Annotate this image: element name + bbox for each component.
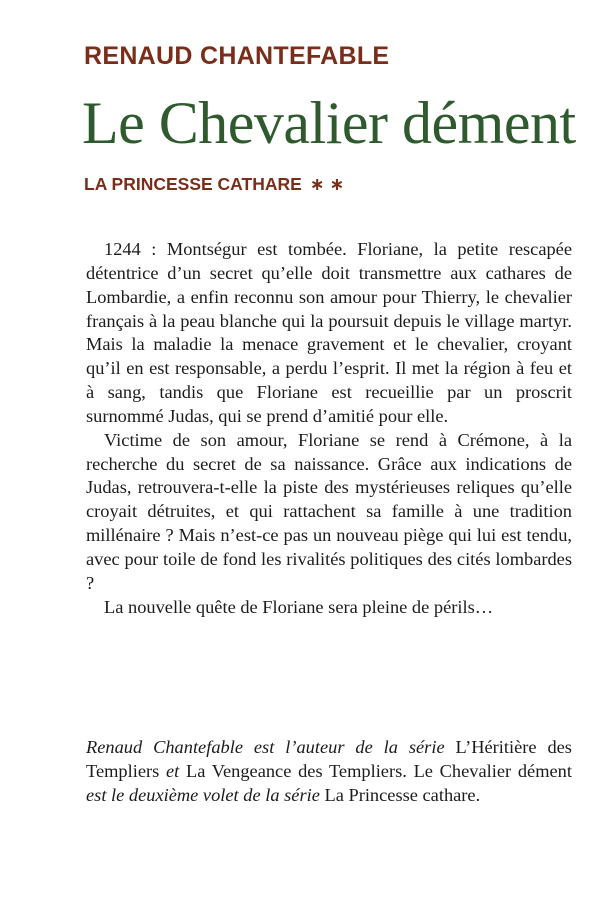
author-note-text: est le deuxième volet de la série xyxy=(86,784,325,805)
blurb-paragraph: 1244 : Montségur est tombée. Floriane, la petite rescapée détentrice d’un secret qu’elle doit transmettre aux cathares de Lombardie, a enfin reconnu son amour pour Thierry, le chevalier français à la peau blanche qui la poursuit depuis le village martyr. Mais la maladie la menace gravement et le chevalier, croyant qu’il en est responsable, a perdu l’esprit. Il met la région à feu et à sang, tandis que Floriane est recueillie par un proscrit surnommé Judas, qui se prend d’amitié pour elle. xyxy=(86,239,572,426)
blurb-paragraph: Victime de son amour, Floriane se rend à Crémone, à la recherche du secret de sa naissance. Grâce aux indications de Judas, retrouvera-t-elle la piste des mystérieuses reliques qu’elle croyait détruites, et qui rattachent sa famille à une tradition millénaire ? Mais n’est-ce pas un nouveau piège qui lui est tendu, avec pour toile de fond les rivalités politiques des cités lombardes ? xyxy=(86,429,572,593)
author-name: RENAUD CHANTEFABLE xyxy=(84,42,390,70)
author-note-text: est l’auteur de la série xyxy=(242,737,456,757)
book-reference: La Princesse cathare. xyxy=(324,784,481,805)
volume-mark: ∗∗ xyxy=(309,174,350,194)
book-title: Le Chevalier dément xyxy=(82,90,576,156)
back-cover-blurb xyxy=(86,238,572,620)
author-note-text: et xyxy=(159,760,186,781)
blurb-paragraph: La nouvelle quête de Floriane sera pleine de périls… xyxy=(104,596,494,617)
author-note-text xyxy=(407,761,414,781)
series-name xyxy=(84,174,349,195)
series-label: LA PRINCESSE CATHARE xyxy=(84,174,302,194)
book-reference: La Vengeance des Templiers. xyxy=(185,760,407,781)
book-reference: L’Héritière des Templiers xyxy=(86,737,572,781)
author-note-name: Renaud Chantefable xyxy=(86,737,243,757)
author-note xyxy=(86,736,572,808)
book-reference: Le Chevalier dément xyxy=(413,760,572,781)
